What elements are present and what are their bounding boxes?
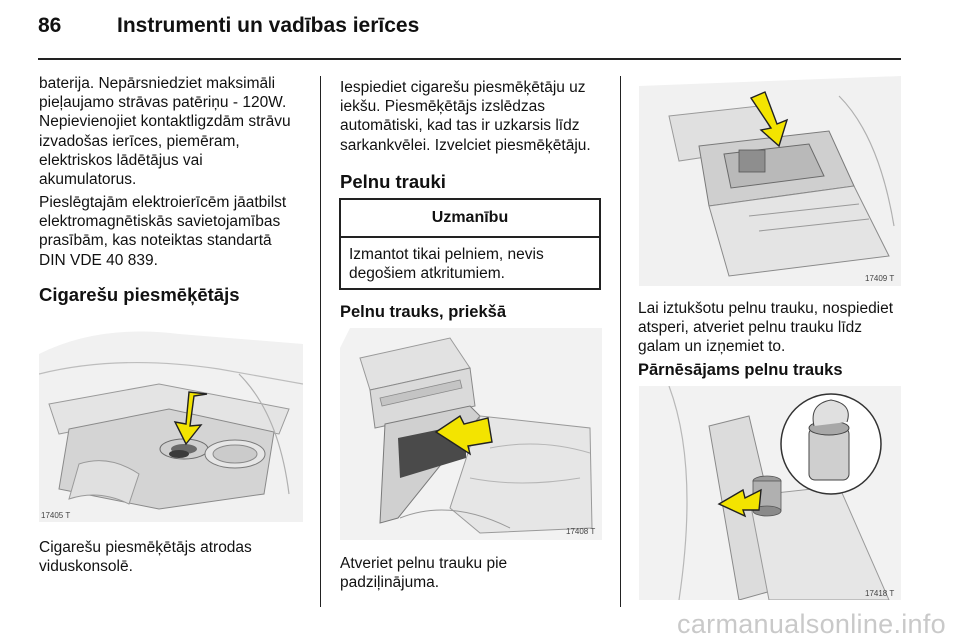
figure-code-17405: 17405 T <box>41 511 71 520</box>
figure-code-17409: 17409 T <box>865 274 895 283</box>
illustration-front-ashtray <box>340 328 602 540</box>
col2-paragraph-1: Iespiediet cigarešu piesmēķētāju uz iekšu. Piesmēķētājs izslēdzas automātiski, kad tas ir uzkarsis līdz sarkankvēlei. Izvelciet piesmēķētāju. <box>340 79 591 154</box>
column-divider-left <box>320 76 321 607</box>
subheading-portable-ashtray: Pārnēsājams pelnu trauks <box>638 361 843 379</box>
caution-box <box>339 198 601 290</box>
subheading-front-ashtray: Pelnu trauks, priekšā <box>340 303 506 321</box>
col1-paragraph-2: Pieslēgtajām elektroierīcēm jāatbilst elektromagnētiskās savietojamības prasībām, kas noteiktas standartā DIN VDE 40 839. <box>39 194 287 269</box>
caution-title: Uzmanību <box>341 200 599 238</box>
illustration-portable-ashtray <box>639 386 901 600</box>
heading-cigarette-lighter: Cigarešu piesmēķētājs <box>39 284 240 305</box>
col1-caption: Cigarešu piesmēķētājs atrodas viduskonsolē. <box>39 539 252 576</box>
col2-caption: Atveriet pelnu trauku pie padziļinājuma. <box>340 555 508 592</box>
illustration-cigarette-lighter <box>39 314 303 522</box>
page-title: Instrumenti un vadības ierīces <box>117 14 420 37</box>
figure-code-17408: 17408 T <box>566 527 596 536</box>
watermark: carmanualsonline.info <box>677 609 946 639</box>
header-rule <box>38 58 901 60</box>
figure-code-17418: 17418 T <box>865 589 895 598</box>
col1-paragraph-1: baterija. Nepārsniedziet maksimāli pieļaujamo strāvas patēriņu - 120W. Nepievienojiet kontaktligzdām strāvu izvadošas ierīces, piemēram, elektriskos lādētājus vai akumulatorus. <box>39 75 291 189</box>
heading-ashtrays: Pelnu trauki <box>340 171 446 192</box>
col3-paragraph-1: Lai iztukšotu pelnu trauku, nospiediet atsperi, atveriet pelnu trauku līdz galam un izņemiet to. <box>638 300 894 356</box>
page-number: 86 <box>38 14 62 37</box>
illustration-ashtray-emptying <box>639 76 901 286</box>
column-divider-right <box>620 76 621 607</box>
caution-text: Izmantot tikai pelniem, nevis degošiem atkritumiem. <box>349 246 544 283</box>
